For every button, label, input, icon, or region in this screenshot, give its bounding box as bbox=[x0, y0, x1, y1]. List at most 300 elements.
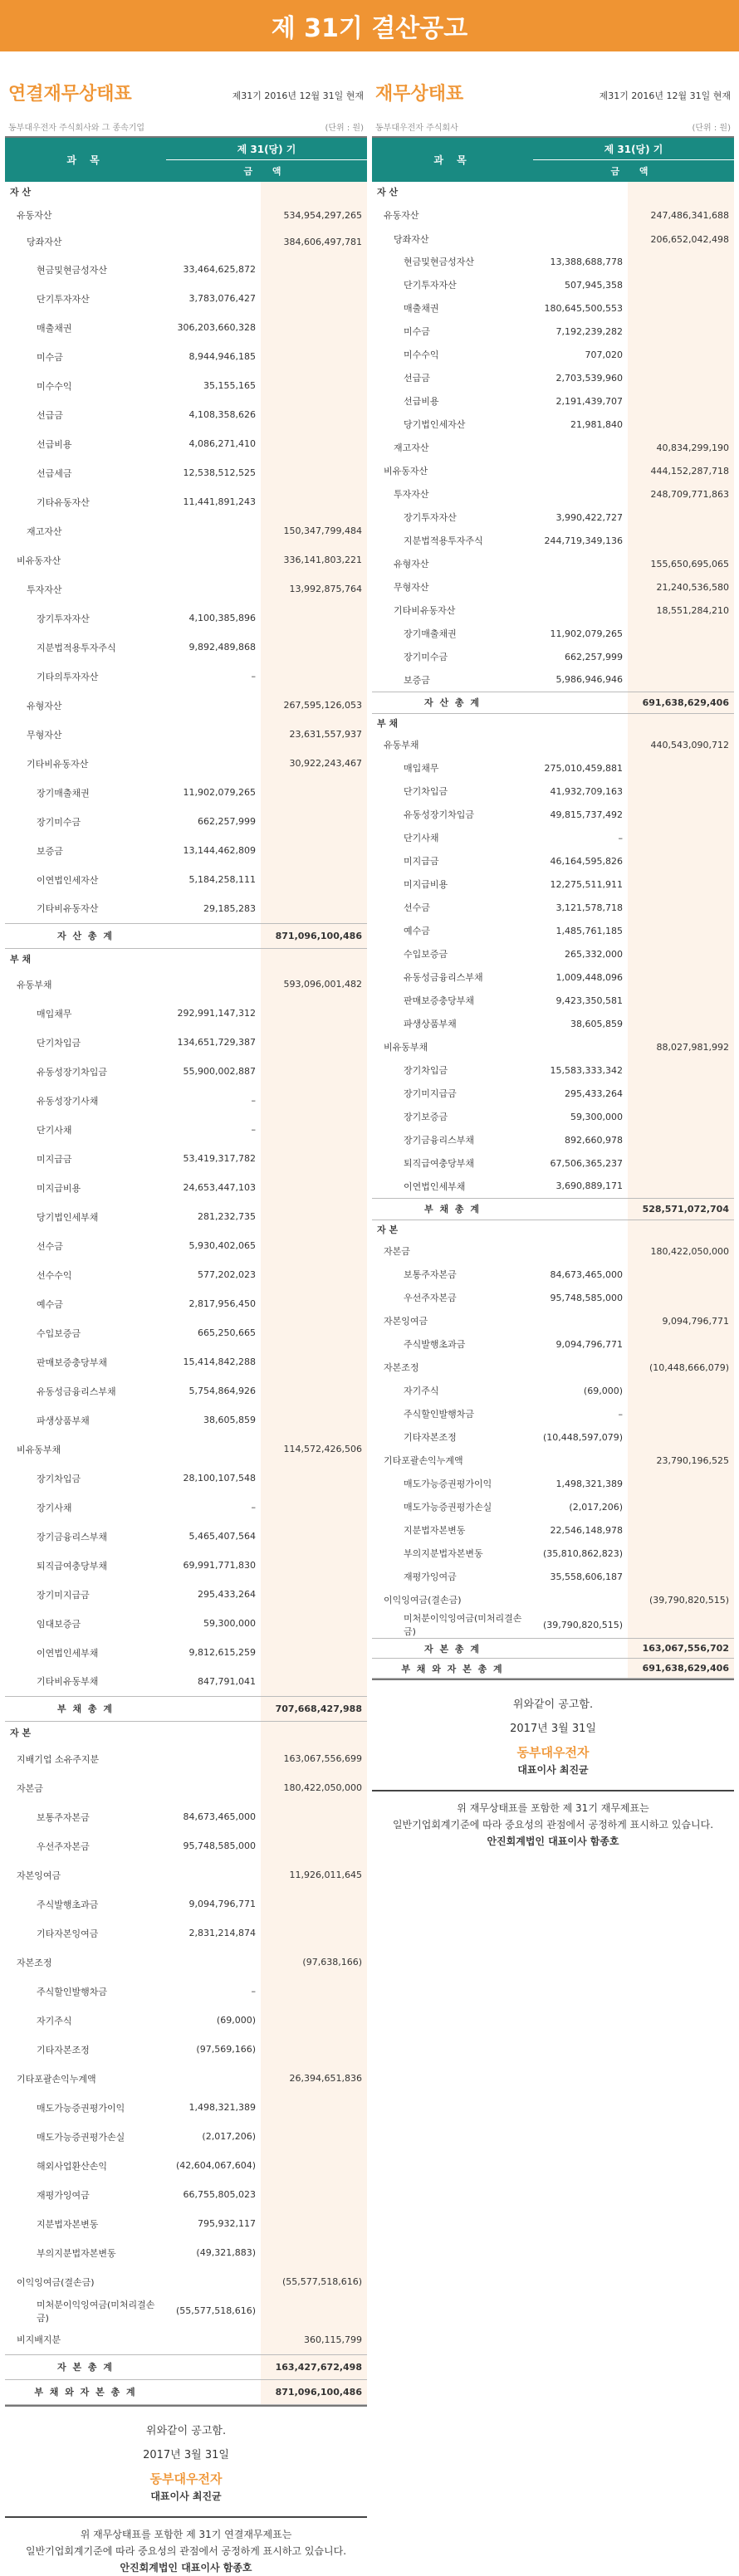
consolidated-unit: (단위 : 원) bbox=[325, 124, 364, 133]
subtotal-amount: 440,543,090,712 bbox=[628, 733, 734, 756]
table-row bbox=[372, 1518, 734, 1542]
subtotal-amount bbox=[261, 807, 367, 836]
detail-amount bbox=[166, 1948, 261, 1977]
account-name: 매도가능증권평가이익 bbox=[37, 2102, 125, 2114]
subtotal-amount bbox=[628, 1286, 734, 1309]
table-row bbox=[5, 1376, 367, 1405]
subtotal-amount bbox=[261, 2006, 367, 2035]
table-row bbox=[5, 2151, 367, 2180]
table-row bbox=[372, 873, 734, 896]
table-row bbox=[372, 228, 734, 250]
table-row bbox=[5, 2238, 367, 2267]
subtotal-amount bbox=[628, 1220, 734, 1239]
subtotal-amount bbox=[261, 1667, 367, 1696]
account-name: 미수수익 bbox=[404, 349, 439, 360]
account-name: 유동부채 bbox=[384, 740, 419, 750]
subtotal-amount bbox=[261, 1464, 367, 1493]
account-name: 주식할인발행차금 bbox=[404, 1409, 475, 1420]
detail-amount: 5,754,864,926 bbox=[188, 1386, 256, 1396]
table-row bbox=[372, 1588, 734, 1611]
consolidated-audit-opinion bbox=[5, 2516, 367, 2576]
account-name: 이익잉여금(결손금) bbox=[384, 1595, 462, 1606]
detail-amount: (39,790,820,515) bbox=[542, 1619, 623, 1630]
table-row bbox=[5, 1347, 367, 1376]
subtotal-amount bbox=[261, 342, 367, 371]
consolidated-footer bbox=[5, 2407, 367, 2503]
detail-amount: 53,419,317,782 bbox=[183, 1153, 256, 1164]
consolidated-title-row bbox=[5, 51, 367, 114]
detail-amount: 4,108,358,626 bbox=[188, 409, 256, 420]
detail-amount bbox=[533, 1220, 628, 1239]
detail-amount: (69,000) bbox=[216, 2015, 256, 2026]
detail-amount: 35,155,165 bbox=[203, 380, 256, 391]
account-name: 지배기업 소유주지분 bbox=[17, 1753, 100, 1765]
table-row bbox=[372, 1495, 734, 1518]
account-name: 무형자산 bbox=[27, 729, 62, 741]
table-row bbox=[5, 255, 367, 284]
table-row bbox=[5, 1144, 367, 1173]
subtotal-amount bbox=[261, 1889, 367, 1919]
subtotal-amount bbox=[261, 1173, 367, 1202]
account-name: 유동성금융리스부채 bbox=[37, 1386, 116, 1397]
detail-amount: 11,902,079,265 bbox=[550, 628, 623, 639]
separate-audit-opinion bbox=[372, 1790, 734, 1850]
subtotal-amount bbox=[261, 1580, 367, 1609]
account-name: 투자자산 bbox=[27, 584, 62, 595]
subtotal-amount: 247,486,341,688 bbox=[628, 202, 734, 228]
subtotal-amount: 871,096,100,486 bbox=[261, 923, 367, 948]
detail-amount: 9,423,350,581 bbox=[555, 995, 623, 1006]
table-row bbox=[5, 1609, 367, 1638]
subtotal-amount bbox=[628, 1402, 734, 1425]
total-row bbox=[372, 1639, 734, 1659]
table-row bbox=[5, 720, 367, 749]
detail-amount bbox=[533, 692, 628, 713]
subtotal-amount bbox=[628, 942, 734, 965]
account-name: 주식할인발행차금 bbox=[37, 1986, 108, 1997]
table-row bbox=[5, 1977, 367, 2006]
table-row bbox=[372, 320, 734, 343]
table-row bbox=[5, 371, 367, 400]
subtotal-amount bbox=[628, 1105, 734, 1128]
account-name: 유동부채 bbox=[17, 979, 52, 990]
detail-amount: 281,232,735 bbox=[198, 1211, 256, 1222]
table-row bbox=[372, 1356, 734, 1379]
account-name: 자기주식 bbox=[404, 1386, 439, 1396]
account-name: 보통주자본금 bbox=[37, 1811, 90, 1823]
account-name: 무형자산 bbox=[394, 582, 429, 593]
detail-amount: (55,577,518,616) bbox=[175, 2305, 256, 2316]
table-row bbox=[5, 633, 367, 662]
statements bbox=[0, 51, 739, 2576]
subtotal-amount bbox=[261, 999, 367, 1028]
subtotal-amount: 534,954,297,265 bbox=[261, 202, 367, 228]
account-name: 유동자산 bbox=[17, 210, 52, 221]
account-name: 단기투자자산 bbox=[37, 293, 90, 305]
detail-amount: 795,932,117 bbox=[198, 2218, 256, 2229]
detail-amount: 38,605,859 bbox=[203, 1415, 256, 1425]
detail-amount: 5,184,258,111 bbox=[188, 874, 256, 885]
table-row bbox=[372, 849, 734, 873]
account-name: 자 본 bbox=[377, 1224, 399, 1236]
account-name: 미처분이익잉여금(미처리결손금) bbox=[37, 2299, 155, 2324]
detail-amount bbox=[166, 516, 261, 545]
detail-amount: 11,902,079,265 bbox=[183, 787, 256, 798]
account-name: 기타포괄손익누계액 bbox=[384, 1455, 463, 1466]
detail-amount: 275,010,459,881 bbox=[544, 762, 623, 774]
table-row bbox=[372, 436, 734, 459]
table-row bbox=[372, 506, 734, 529]
account-name: 장기미지급금 bbox=[37, 1589, 90, 1601]
detail-amount: 9,094,796,771 bbox=[188, 1899, 256, 1909]
detail-amount: 4,100,385,896 bbox=[188, 613, 256, 623]
detail-amount: 7,192,239,282 bbox=[555, 325, 623, 337]
subtotal-amount bbox=[628, 756, 734, 780]
footer-notice: 위와같이 공고함. bbox=[145, 2424, 227, 2437]
table-row bbox=[5, 1744, 367, 1773]
detail-amount: 84,673,465,000 bbox=[550, 1268, 623, 1280]
subtotal-amount: 593,096,001,482 bbox=[261, 970, 367, 999]
account-name: 기타비유동자산 bbox=[394, 605, 456, 616]
detail-amount: 49,815,737,492 bbox=[550, 809, 623, 820]
detail-amount: 11,441,891,243 bbox=[183, 496, 256, 507]
subtotal-amount bbox=[628, 413, 734, 436]
subtotal-amount bbox=[628, 1495, 734, 1518]
detail-amount: (97,569,166) bbox=[196, 2044, 256, 2055]
subtotal-amount bbox=[261, 1977, 367, 2006]
table-row bbox=[5, 1289, 367, 1318]
subtotal-amount bbox=[628, 1518, 734, 1542]
table-row bbox=[5, 545, 367, 574]
account-name: 판매보증충당부채 bbox=[404, 995, 475, 1006]
table-row bbox=[372, 1239, 734, 1263]
account-name: 비유동부채 bbox=[17, 1444, 61, 1455]
table-row bbox=[5, 1580, 367, 1609]
detail-amount: 95,748,585,000 bbox=[183, 1840, 256, 1851]
detail-amount bbox=[166, 2379, 261, 2404]
account-name: 퇴직급여충당부채 bbox=[37, 1560, 108, 1572]
table-row bbox=[5, 1551, 367, 1580]
account-name: 미지급금 bbox=[404, 856, 439, 867]
table-row bbox=[5, 2064, 367, 2093]
detail-amount: 295,433,264 bbox=[198, 1589, 256, 1600]
subtotal-amount bbox=[628, 873, 734, 896]
table-row bbox=[372, 552, 734, 575]
detail-amount: 12,538,512,525 bbox=[183, 467, 256, 478]
account-name: 미수금 bbox=[404, 326, 430, 337]
subtotal-amount bbox=[628, 389, 734, 413]
subtotal-amount: (55,577,518,616) bbox=[261, 2267, 367, 2296]
account-name: 부 채 와 자 본 총 계 bbox=[5, 2379, 166, 2404]
separate-unit: (단위 : 원) bbox=[692, 124, 731, 133]
detail-amount: 59,300,000 bbox=[570, 1111, 623, 1122]
table-row bbox=[5, 836, 367, 865]
subtotal-amount bbox=[261, 255, 367, 284]
table-row bbox=[5, 1028, 367, 1057]
detail-amount: 707,020 bbox=[585, 349, 623, 360]
table-row bbox=[372, 668, 734, 692]
table-row bbox=[5, 1860, 367, 1889]
account-name: 이연법인세부채 bbox=[37, 1647, 99, 1659]
detail-amount bbox=[166, 923, 261, 948]
account-name: 부의지분법자본변동 bbox=[404, 1548, 483, 1559]
table-row bbox=[5, 1173, 367, 1202]
table-row bbox=[5, 1773, 367, 1802]
detail-amount: 84,673,465,000 bbox=[183, 1811, 256, 1822]
table-row bbox=[372, 1542, 734, 1565]
table-row bbox=[5, 516, 367, 545]
detail-amount: 2,191,439,707 bbox=[555, 395, 623, 407]
subtotal-amount bbox=[261, 313, 367, 342]
table-row bbox=[5, 691, 367, 720]
table-row bbox=[372, 1151, 734, 1175]
subtotal-amount: 360,115,799 bbox=[261, 2325, 367, 2354]
table-row bbox=[372, 965, 734, 989]
table-row bbox=[5, 2006, 367, 2035]
account-name: 장기사채 bbox=[37, 1502, 72, 1513]
account-name: 비유동부채 bbox=[384, 1042, 428, 1053]
table-row bbox=[372, 733, 734, 756]
account-name: 당좌자산 bbox=[394, 234, 429, 245]
detail-amount bbox=[533, 1198, 628, 1220]
detail-amount bbox=[533, 1659, 628, 1679]
table-row bbox=[5, 999, 367, 1028]
detail-amount bbox=[166, 948, 261, 970]
detail-amount bbox=[533, 713, 628, 733]
account-name: 비유동자산 bbox=[384, 466, 428, 477]
detail-amount: 665,250,665 bbox=[198, 1327, 256, 1338]
subtotal-amount: 180,422,050,000 bbox=[261, 1773, 367, 1802]
account-name: 해외사업환산손익 bbox=[37, 2160, 108, 2172]
account-name: 미수금 bbox=[37, 351, 63, 363]
subtotal-amount bbox=[261, 487, 367, 516]
account-name: 장기매출채권 bbox=[37, 787, 90, 799]
account-name: 비지배지분 bbox=[17, 2334, 61, 2346]
subtotal-amount bbox=[628, 296, 734, 320]
total-row bbox=[5, 923, 367, 948]
subtotal-amount bbox=[628, 1379, 734, 1402]
table-row bbox=[5, 182, 367, 202]
table-row bbox=[5, 1086, 367, 1115]
account-name: 선급금 bbox=[37, 409, 63, 421]
detail-amount: 15,414,842,288 bbox=[183, 1356, 256, 1367]
audit-line-2: 일반기업회계기준에 따라 중요성의 관점에서 공정하게 표시하고 있습니다. bbox=[392, 1819, 714, 1831]
table-row bbox=[5, 313, 367, 342]
table-row bbox=[372, 803, 734, 826]
detail-amount: 3,990,422,727 bbox=[555, 511, 623, 523]
account-name: 자본잉여금 bbox=[384, 1316, 428, 1327]
detail-amount bbox=[166, 1435, 261, 1464]
table-row bbox=[372, 919, 734, 942]
subtotal-amount bbox=[261, 633, 367, 662]
subtotal-amount bbox=[628, 1082, 734, 1105]
account-name: 우선주자본금 bbox=[37, 1840, 90, 1852]
account-name: 유동성장기사채 bbox=[37, 1095, 99, 1107]
table-row bbox=[372, 1309, 734, 1332]
subtotal-amount bbox=[628, 1175, 734, 1198]
account-name: 현금및현금성자산 bbox=[37, 264, 108, 276]
account-name: 미지급비용 bbox=[404, 879, 448, 890]
subtotal-amount bbox=[261, 1260, 367, 1289]
detail-amount: 662,257,999 bbox=[198, 816, 256, 827]
detail-amount: 265,332,000 bbox=[565, 948, 623, 960]
table-row bbox=[5, 2122, 367, 2151]
subtotal-amount bbox=[628, 529, 734, 552]
subtotal-amount bbox=[261, 2151, 367, 2180]
account-name: 유형자산 bbox=[394, 559, 429, 569]
subtotal-amount: 691,638,629,406 bbox=[628, 692, 734, 713]
account-name: 미지급비용 bbox=[37, 1182, 81, 1194]
account-name: 단기차입금 bbox=[404, 786, 448, 797]
footer-date: 2017년 3월 31일 bbox=[510, 1723, 596, 1735]
detail-amount bbox=[166, 2325, 261, 2354]
subtotal-amount bbox=[628, 1012, 734, 1035]
subtotal-amount bbox=[261, 1231, 367, 1260]
account-name: 기타비유동자산 bbox=[37, 903, 99, 915]
detail-amount: 180,645,500,553 bbox=[544, 302, 623, 314]
detail-amount: 5,986,946,946 bbox=[555, 674, 623, 686]
detail-amount bbox=[166, 545, 261, 574]
table-row bbox=[5, 487, 367, 516]
detail-amount: 507,945,358 bbox=[565, 279, 623, 291]
account-name: 기타비유동자산 bbox=[27, 758, 89, 770]
table-row bbox=[372, 273, 734, 296]
account-name: 장기차입금 bbox=[404, 1065, 448, 1076]
detail-amount: 292,991,147,312 bbox=[177, 1008, 256, 1019]
detail-amount: 22,546,148,978 bbox=[550, 1524, 623, 1536]
consolidated-table bbox=[5, 138, 367, 2405]
account-name: 자 산 bbox=[377, 187, 399, 198]
detail-amount: 69,991,771,830 bbox=[183, 1560, 256, 1571]
account-name: 지분법적용투자주식 bbox=[37, 642, 116, 653]
account-name: 보증금 bbox=[404, 674, 430, 686]
account-name: 자본조정 bbox=[17, 1957, 52, 1968]
detail-amount: 4,086,271,410 bbox=[188, 438, 256, 449]
detail-amount: 3,690,889,171 bbox=[555, 1180, 623, 1192]
account-name: 예수금 bbox=[404, 926, 430, 936]
subtotal-amount bbox=[628, 366, 734, 389]
table-row bbox=[372, 645, 734, 668]
subtotal-amount bbox=[628, 1472, 734, 1495]
subtotal-amount bbox=[628, 1542, 734, 1565]
detail-amount: 892,660,978 bbox=[565, 1134, 623, 1146]
table-row bbox=[5, 228, 367, 255]
detail-amount: (2,017,206) bbox=[569, 1501, 623, 1513]
table-row bbox=[5, 2180, 367, 2209]
account-name: 이익잉여금(결손금) bbox=[17, 2276, 95, 2288]
separate-footer bbox=[372, 1680, 734, 1777]
account-name: 유형자산 bbox=[27, 700, 62, 711]
account-name: 선수금 bbox=[404, 902, 430, 913]
account-name: 매출채권 bbox=[37, 322, 72, 334]
auditor: 안진회계법인 대표이사 함종호 bbox=[487, 1835, 619, 1847]
detail-amount bbox=[533, 1588, 628, 1611]
table-row bbox=[372, 1263, 734, 1286]
account-name: 기타자본조정 bbox=[404, 1432, 457, 1443]
detail-amount: 12,275,511,911 bbox=[550, 878, 623, 890]
table-row bbox=[5, 1231, 367, 1260]
detail-amount bbox=[533, 575, 628, 599]
detail-amount: 66,755,805,023 bbox=[183, 2189, 256, 2200]
subtotal-amount bbox=[261, 778, 367, 807]
consolidated-as-of: 제31기 2016년 12월 31일 현재 bbox=[232, 90, 364, 101]
account-name: 현금및현금성자산 bbox=[404, 257, 475, 267]
account-name: 자 본 총 계 bbox=[5, 2354, 166, 2379]
table-row bbox=[372, 343, 734, 366]
subtotal-amount bbox=[261, 604, 367, 633]
account-name: 단기사채 bbox=[37, 1124, 72, 1136]
subtotal-amount: (10,448,666,079) bbox=[628, 1356, 734, 1379]
table-row bbox=[372, 1175, 734, 1198]
subtotal-amount: 163,067,556,699 bbox=[261, 1744, 367, 1773]
table-row bbox=[5, 1405, 367, 1435]
table-row bbox=[372, 713, 734, 733]
subtotal-amount: 114,572,426,506 bbox=[261, 1435, 367, 1464]
subtotal-amount bbox=[628, 1565, 734, 1588]
table-row bbox=[5, 948, 367, 970]
detail-amount bbox=[533, 599, 628, 622]
subtotal-amount: 871,096,100,486 bbox=[261, 2379, 367, 2404]
table-row bbox=[5, 458, 367, 487]
table-row bbox=[372, 366, 734, 389]
detail-amount bbox=[166, 228, 261, 255]
account-name: 이연법인세부채 bbox=[404, 1180, 466, 1192]
account-name: 주식발행초과금 bbox=[37, 1899, 99, 1910]
account-name: 기타의투자자산 bbox=[37, 671, 99, 682]
account-name: 당기법인세부채 bbox=[37, 1211, 99, 1223]
account-name: 당기법인세자산 bbox=[404, 419, 466, 430]
subtotal-amount bbox=[261, 371, 367, 400]
table-row bbox=[5, 400, 367, 429]
table-row bbox=[5, 429, 367, 458]
account-name: 파생상품부채 bbox=[404, 1019, 457, 1029]
table-row bbox=[372, 1332, 734, 1356]
header-amount: 금 액 bbox=[533, 160, 734, 183]
table-row bbox=[372, 989, 734, 1012]
header-period: 제 31(당) 기 bbox=[166, 138, 367, 160]
account-name: 수입보증금 bbox=[37, 1327, 81, 1339]
subtotal-amount bbox=[261, 1831, 367, 1860]
table-row bbox=[5, 1115, 367, 1144]
subtotal-amount bbox=[261, 458, 367, 487]
table-row bbox=[372, 622, 734, 645]
detail-amount bbox=[166, 1773, 261, 1802]
subtotal-amount bbox=[628, 1058, 734, 1082]
subtotal-amount bbox=[261, 1318, 367, 1347]
account-name: 지분법자본변동 bbox=[404, 1525, 466, 1536]
account-name: 유동자산 bbox=[384, 210, 419, 221]
account-name: 매입채무 bbox=[404, 763, 439, 774]
table-row bbox=[5, 1721, 367, 1744]
table-row bbox=[5, 2296, 367, 2325]
subtotal-amount bbox=[628, 1151, 734, 1175]
table-row bbox=[5, 1831, 367, 1860]
detail-amount bbox=[166, 691, 261, 720]
detail-amount: 5,930,402,065 bbox=[188, 1240, 256, 1251]
announcement-banner bbox=[0, 0, 739, 51]
subtotal-amount: (97,638,166) bbox=[261, 1948, 367, 1977]
subtotal-amount bbox=[261, 948, 367, 970]
account-name: 자본금 bbox=[384, 1246, 410, 1257]
account-name: 지분법적용투자주식 bbox=[404, 535, 483, 546]
detail-amount: 295,433,264 bbox=[565, 1088, 623, 1099]
account-name: 선수수익 bbox=[37, 1269, 72, 1281]
table-row bbox=[5, 1493, 367, 1522]
subtotal-amount: 23,631,557,937 bbox=[261, 720, 367, 749]
table-row bbox=[372, 1035, 734, 1058]
subtotal-amount bbox=[628, 668, 734, 692]
detail-amount bbox=[166, 182, 261, 202]
